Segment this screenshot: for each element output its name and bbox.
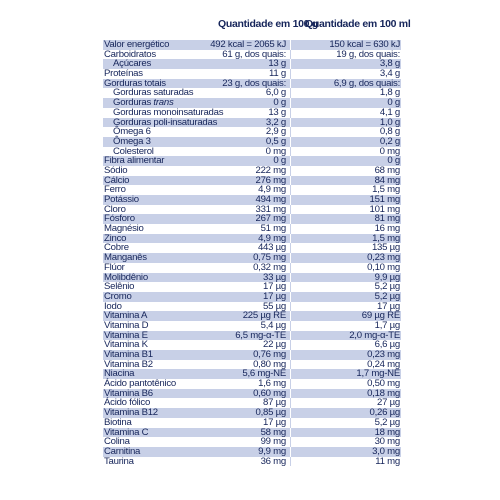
column-divider: [290, 331, 291, 341]
nutrient-name: Vitamina B1: [104, 349, 153, 360]
column-divider: [290, 340, 291, 350]
value-per-100ml: 19 g, dos quais:: [336, 48, 400, 60]
table-row: [103, 447, 401, 457]
value-per-100ml: 0 g: [387, 155, 400, 167]
value-per-100g: 51 mg: [260, 223, 286, 235]
value-per-100ml: 4,1 g: [379, 106, 400, 118]
column-divider: [290, 214, 291, 224]
column-divider: [290, 311, 291, 321]
value-per-100g: 17 µg: [263, 290, 286, 302]
nutrient-name: Cálcio: [104, 174, 130, 186]
nutrient-name: Gorduras trans: [113, 97, 174, 109]
value-per-100ml: 69 µg RE: [361, 310, 400, 322]
nutrient-name: Manganês: [104, 252, 147, 264]
column-divider: [290, 379, 291, 389]
column-divider: [290, 282, 291, 292]
value-per-100ml: 1,8 g: [379, 87, 400, 99]
column-divider: [290, 88, 291, 98]
table-row: [103, 292, 401, 302]
column-divider: [290, 108, 291, 118]
value-per-100ml: 0,2 g: [379, 135, 400, 147]
nutrient-name: Colina: [104, 436, 130, 448]
nutrient-name: Vitamina B12: [104, 407, 158, 419]
value-per-100ml: 11 mg: [375, 455, 400, 467]
value-per-100g: 3,2 g: [265, 116, 286, 128]
table-row: [103, 282, 401, 292]
nutrient-name: Vitamina A: [104, 310, 148, 322]
value-per-100g: 61 g, dos quais:: [222, 48, 286, 60]
value-per-100ml: 6,6 µg: [374, 339, 400, 351]
column-header-per-100ml: Quantidade em 100 ml: [305, 18, 411, 30]
value-per-100g: 4,9 mg: [258, 184, 286, 196]
value-per-100ml: 1,5 mg: [372, 184, 400, 196]
value-per-100g: 13 g: [268, 58, 286, 70]
value-per-100ml: 3,0 mg: [372, 445, 400, 457]
value-per-100ml: 17 µg: [377, 300, 400, 312]
table-row: [103, 428, 401, 438]
value-per-100ml: 0 g: [387, 97, 400, 109]
nutrient-name: Carboidratos: [104, 48, 156, 60]
value-per-100g: 6,5 mg-α-TE: [235, 329, 286, 341]
value-per-100g: 0 g: [273, 155, 286, 167]
column-divider: [290, 263, 291, 273]
value-per-100g: 0,85 µg: [255, 407, 286, 419]
value-per-100g: 36 mg: [260, 455, 286, 467]
column-divider: [290, 447, 291, 457]
value-per-100g: 331 mg: [255, 203, 286, 215]
value-per-100ml: 5,2 µg: [374, 290, 400, 302]
column-divider: [290, 428, 291, 438]
value-per-100ml: 6,9 g, dos quais:: [333, 77, 400, 89]
nutrient-name: Molibdênio: [104, 271, 148, 283]
column-divider: [290, 166, 291, 176]
value-per-100g: 17 µg: [263, 281, 286, 293]
value-per-100ml: 1,7 mg-NE: [356, 368, 400, 380]
value-per-100g: 6,0 g: [265, 87, 286, 99]
value-per-100g: 267 mg: [255, 213, 286, 225]
table-row: [103, 195, 401, 205]
table-row: [103, 59, 401, 69]
value-per-100g: 33 µg: [263, 271, 286, 283]
nutrient-name: Magnésio: [104, 223, 144, 235]
table-row: [103, 224, 401, 234]
table-row: [103, 253, 401, 263]
nutrient-name: Gorduras poli-insaturadas: [113, 116, 218, 128]
column-divider: [290, 147, 291, 157]
column-divider: [290, 408, 291, 418]
table-header: [0, 18, 500, 34]
nutrient-name: Gorduras monoinsaturadas: [113, 106, 224, 118]
value-per-100g: 2,9 g: [265, 126, 286, 138]
value-per-100g: 222 mg: [255, 164, 286, 176]
table-row: [103, 243, 401, 253]
nutrient-name: Vitamina B6: [104, 387, 153, 399]
value-per-100g: 1,6 mg: [258, 378, 286, 390]
column-divider: [290, 156, 291, 166]
nutrient-name: Vitamina C: [104, 426, 149, 438]
value-per-100g: 4,9 mg: [258, 232, 286, 244]
value-per-100ml: 3,8 g: [379, 58, 400, 70]
value-per-100ml: 16 mg: [374, 223, 400, 235]
table-row: [103, 214, 401, 224]
value-per-100ml: 3,4 g: [379, 68, 400, 80]
value-per-100ml: 0,23 mg: [367, 252, 400, 264]
value-per-100g: 55 µg: [263, 300, 286, 312]
nutrient-name: Cromo: [104, 290, 132, 302]
value-per-100g: 22 µg: [263, 339, 286, 351]
column-divider: [290, 437, 291, 447]
value-per-100ml: 84 mg: [374, 174, 400, 186]
nutrition-table: [103, 40, 401, 466]
nutrient-name: Fósforo: [104, 213, 135, 225]
value-per-100ml: 1,7 µg: [374, 319, 400, 331]
value-per-100g: 494 mg: [255, 194, 286, 205]
table-row: [103, 234, 401, 244]
nutrient-name: Gorduras saturadas: [113, 87, 194, 99]
column-divider: [290, 205, 291, 215]
value-per-100ml: 9,9 µg: [374, 271, 400, 283]
nutrient-name: Proteínas: [104, 68, 143, 80]
value-per-100ml: 1,0 g: [379, 116, 400, 128]
nutrient-name: Cobre: [104, 242, 129, 254]
table-row: [103, 437, 401, 447]
value-per-100g: 9,9 mg: [258, 445, 286, 457]
column-divider: [290, 98, 291, 108]
nutrient-name: Niacina: [104, 368, 135, 380]
value-per-100g: 17 µg: [263, 416, 286, 428]
value-per-100ml: 0,26 µg: [369, 407, 400, 419]
value-per-100g: 225 µg RE: [242, 310, 286, 322]
value-per-100g: 0 mg: [265, 145, 286, 157]
nutrient-name: Ômega 6: [113, 126, 151, 138]
value-per-100g: 5,4 µg: [260, 319, 286, 331]
value-per-100ml: 0,10 mg: [367, 261, 400, 273]
value-per-100ml: 27 µg: [377, 397, 400, 409]
column-divider: [290, 79, 291, 89]
column-divider: [290, 457, 291, 467]
value-per-100ml: 30 mg: [374, 436, 400, 448]
nutrient-name: Açúcares: [113, 58, 151, 70]
column-divider: [290, 273, 291, 283]
nutrient-name: Cloro: [104, 203, 126, 215]
nutrient-name: Zinco: [104, 232, 127, 244]
nutrient-name: Ômega 3: [113, 135, 151, 147]
value-per-100ml: 0,24 mg: [367, 358, 400, 370]
column-divider: [290, 253, 291, 263]
nutrient-name: Fibra alimentar: [104, 155, 165, 167]
column-divider: [290, 40, 291, 50]
column-divider: [290, 389, 291, 399]
value-per-100g: 99 mg: [260, 436, 286, 448]
table-row: [103, 166, 401, 176]
trans-italic: trans: [153, 97, 174, 109]
column-divider: [290, 127, 291, 137]
value-per-100g: 0,80 mg: [253, 358, 286, 370]
table-row: [103, 185, 401, 195]
nutrient-name: Vitamina K: [104, 339, 148, 351]
value-per-100g: 492 kcal = 2065 kJ: [210, 39, 286, 50]
table-row: [103, 457, 401, 467]
value-per-100g: 0,75 mg: [253, 252, 286, 264]
column-divider: [290, 224, 291, 234]
value-per-100ml: 0 mg: [379, 145, 400, 157]
column-divider: [290, 234, 291, 244]
column-divider: [290, 118, 291, 128]
column-divider: [290, 195, 291, 205]
column-divider: [290, 321, 291, 331]
nutrient-name: Potássio: [104, 194, 139, 205]
table-row: [103, 156, 401, 166]
value-per-100ml: 5,2 µg: [374, 281, 400, 293]
value-per-100ml: 101 mg: [369, 203, 400, 215]
column-divider: [290, 59, 291, 69]
nutrient-name: Iodo: [104, 300, 122, 312]
value-per-100g: 5,6 mg-NE: [242, 368, 286, 380]
nutrient-name: Colesterol: [113, 145, 154, 157]
column-divider: [290, 69, 291, 79]
value-per-100ml: 151 mg: [369, 194, 400, 205]
value-per-100g: 443 µg: [257, 242, 286, 254]
nutrient-name: Biotina: [104, 416, 132, 428]
column-divider: [290, 243, 291, 253]
nutrient-name: Ácido fólico: [104, 397, 151, 409]
value-per-100g: 276 mg: [255, 174, 286, 186]
value-per-100g: 58 mg: [260, 426, 286, 438]
value-per-100g: 13 g: [268, 106, 286, 118]
value-per-100ml: 1,5 mg: [372, 232, 400, 244]
column-divider: [290, 302, 291, 312]
column-divider: [290, 350, 291, 360]
nutrient-name: Ácido pantotênico: [104, 378, 177, 390]
nutrient-name: Selênio: [104, 281, 135, 293]
value-per-100ml: 0,18 mg: [367, 387, 400, 399]
column-divider: [290, 137, 291, 147]
value-per-100g: 23 g, dos quais:: [222, 77, 286, 89]
nutrient-name: Gorduras totais: [104, 77, 166, 89]
value-per-100g: 0,5 g: [265, 135, 286, 147]
nutrient-name: Valor energético: [104, 39, 170, 50]
nutrient-name: Ferro: [104, 184, 126, 196]
value-per-100ml: 0,23 mg: [367, 349, 400, 360]
nutrient-name: Sódio: [104, 164, 128, 176]
table-row: [103, 273, 401, 283]
value-per-100ml: 0,50 mg: [367, 378, 400, 390]
value-per-100ml: 135 µg: [371, 242, 400, 254]
value-per-100ml: 81 mg: [374, 213, 400, 225]
table-row: [103, 176, 401, 186]
nutrient-name: Vitamina E: [104, 329, 148, 341]
value-per-100g: 0,76 mg: [253, 349, 286, 360]
nutrient-name: Vitamina D: [104, 319, 149, 331]
column-divider: [290, 50, 291, 60]
value-per-100ml: 2,0 mg-α-TE: [349, 329, 400, 341]
nutrient-name: Flúor: [104, 261, 125, 273]
value-per-100ml: 18 mg: [374, 426, 400, 438]
column-divider: [290, 369, 291, 379]
value-per-100ml: 5,2 µg: [374, 416, 400, 428]
value-per-100g: 87 µg: [263, 397, 286, 409]
value-per-100ml: 0,8 g: [379, 126, 400, 138]
nutrient-name: Taurina: [104, 455, 134, 467]
value-per-100ml: 68 mg: [374, 164, 400, 176]
column-divider: [290, 292, 291, 302]
value-per-100g: 0 g: [273, 97, 286, 109]
value-per-100ml: 150 kcal = 630 kJ: [329, 39, 400, 50]
column-divider: [290, 418, 291, 428]
column-divider: [290, 176, 291, 186]
value-per-100g: 11 g: [269, 68, 286, 80]
value-per-100g: 0,32 mg: [253, 261, 286, 273]
column-divider: [290, 360, 291, 370]
column-divider: [290, 398, 291, 408]
table-row: [103, 408, 401, 418]
nutrient-name: Carnitina: [104, 445, 141, 457]
value-per-100g: 0,60 mg: [253, 387, 286, 399]
nutrient-name: Vitamina B2: [104, 358, 153, 370]
table-row: [103, 205, 401, 215]
column-header-per-100g: Quantidade em 100 g: [218, 18, 318, 30]
column-divider: [290, 185, 291, 195]
